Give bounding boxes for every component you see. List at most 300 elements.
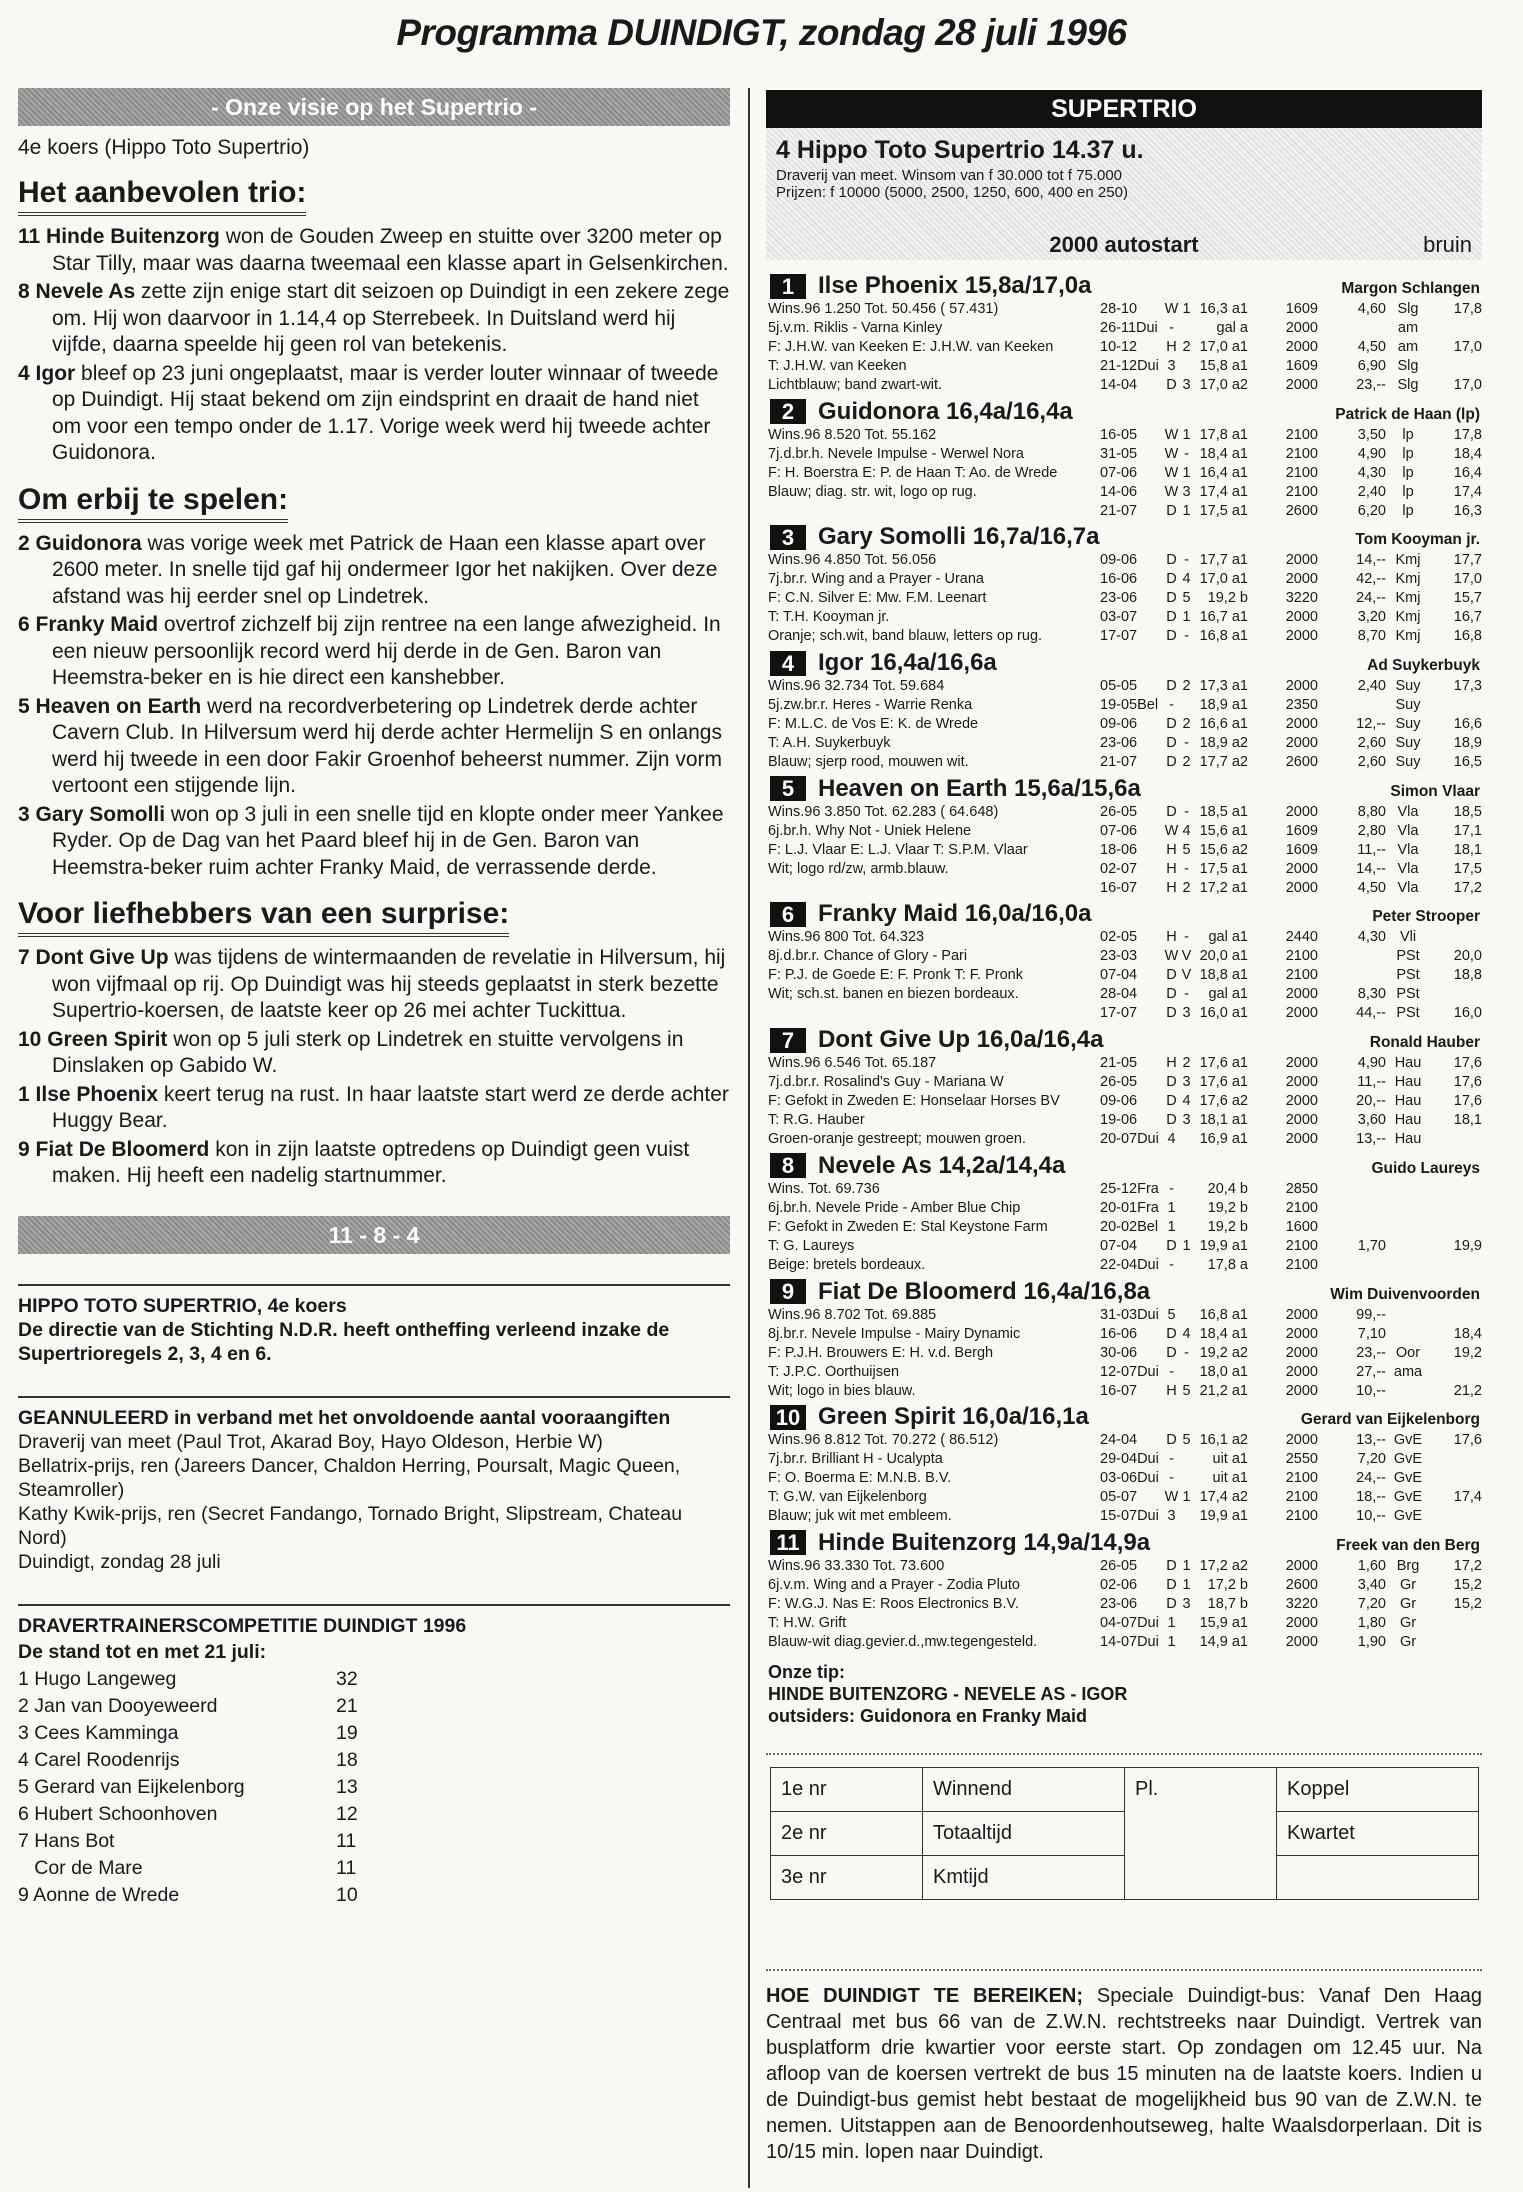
start-cell: 29-04Dui (1100, 1451, 1159, 1468)
start-cell: W (1164, 301, 1179, 317)
start-cell: H (1166, 339, 1177, 355)
race-subtitle: 4e koers (Hippo Toto Supertrio) (18, 136, 310, 159)
horse-info-line (768, 1004, 1100, 1023)
recent-starts (1100, 1557, 1482, 1652)
start-cell: 2000 (1285, 678, 1318, 695)
horse-info-line: F: Gefokt in Zweden E: Stal Keystone Farm (768, 1218, 1048, 1235)
horse-note-title: Dont Give Up (35, 946, 169, 969)
start-cell: 2000 (1285, 1363, 1318, 1380)
start-cell: 2600 (1285, 754, 1318, 771)
start-cell: 4 (1182, 822, 1191, 839)
horse-info-line: 7j.br.r. Wing and a Prayer - Urana (768, 571, 984, 588)
start-cell (1318, 1218, 1386, 1237)
start-cell: 16,9 a1 (1199, 1131, 1248, 1148)
start-cell: D (1166, 735, 1177, 752)
start-cell: 24,-- (1356, 1470, 1386, 1487)
horse-note (18, 361, 730, 467)
horse-info-line (768, 879, 1100, 898)
horse-info-line: 8j.br.r. Nevele Impulse - Mairy Dynamic (768, 1325, 1021, 1342)
start-cell: 21,2 a1 (1199, 1382, 1248, 1399)
start-cell: 19,2 (1453, 1344, 1482, 1361)
start-cell: 16-06 (1100, 1325, 1138, 1342)
start-cell: 17,0 (1453, 571, 1482, 588)
start-cell: lp (1402, 445, 1414, 462)
start-cell: D (1166, 1432, 1177, 1449)
start-cell: Gr (1399, 1633, 1417, 1650)
start-cell: 6,20 (1357, 502, 1386, 519)
start-row (1100, 841, 1482, 860)
horse-note-name (18, 1083, 158, 1106)
start-cell (1430, 1218, 1482, 1237)
horse-info-line: Blauw; juk wit met embleem. (768, 1508, 952, 1525)
start-cell: 3 (1182, 1112, 1191, 1129)
horse-info-line: Wins.96 8.702 Tot. 69.885 (768, 1306, 937, 1323)
horse-entry (766, 398, 1482, 524)
horse-note-title: Franky Maid (35, 613, 159, 636)
race-footer (776, 232, 1472, 258)
ticket-cell[interactable]: Totaaltijd (923, 1811, 1125, 1855)
start-row (1100, 1199, 1482, 1218)
standing-score: 11 (336, 1856, 357, 1879)
start-row (1100, 860, 1482, 879)
horse-note-name (18, 280, 135, 303)
horse-driver: Ad Suykerbuyk (1367, 657, 1480, 675)
start-cell (1318, 1199, 1386, 1218)
start-cell: W (1164, 1489, 1179, 1506)
horse-note-number: 9 (18, 1137, 30, 1161)
cancelled-block (18, 1396, 730, 1574)
start-cell: 17,8 (1453, 301, 1482, 317)
start-cell (1386, 1237, 1430, 1256)
recent-starts (1100, 677, 1482, 772)
horse-info (768, 1557, 1100, 1652)
start-cell: - (1169, 697, 1174, 714)
horse-note-text: kon in zijn laatste optredens op Duindigt geen vuist maken. Hij heeft een nadelig startnummer. (52, 1137, 690, 1187)
start-cell: 2000 (1285, 1344, 1318, 1361)
start-cell: 12,-- (1356, 716, 1386, 733)
ticket-row (771, 1855, 1479, 1899)
start-cell: 1 (1182, 301, 1191, 317)
start-cell: 07-04 (1100, 1237, 1138, 1254)
start-cell: 1 (1182, 464, 1191, 481)
start-row (1100, 1325, 1482, 1344)
start-cell: D (1166, 678, 1177, 695)
standing-name: 5 Gerard van Eijkelenborg (18, 1775, 245, 1798)
start-cell: Gr (1399, 1614, 1417, 1631)
start-cell: 10,-- (1356, 1382, 1386, 1399)
horse-note-title: Fiat De Bloomerd (35, 1137, 210, 1161)
start-cell (1179, 1130, 1194, 1149)
start-cell (1318, 319, 1386, 338)
analysis-section (18, 467, 730, 882)
start-cell: 18,1 (1453, 1112, 1482, 1129)
ticket-cell[interactable] (1125, 1855, 1277, 1899)
start-cell: am (1397, 320, 1419, 336)
start-row (1100, 822, 1482, 841)
start-cell: 21-07 (1100, 502, 1138, 519)
start-row (1100, 338, 1482, 357)
horse-driver: Ronald Hauber (1369, 1034, 1480, 1052)
start-cell: Gr (1399, 1576, 1417, 1593)
standing-score: 19 (336, 1721, 358, 1744)
competition-heading: DRAVERTRAINERSCOMPETITIE DUINDIGT 1996 (18, 1614, 467, 1637)
horse-note (18, 945, 730, 1025)
horse-info-line: T: H.W. Grift (768, 1614, 847, 1631)
horse-name: Green Spirit 16,0a/16,1a (818, 1403, 1089, 1431)
horse-note-name (18, 946, 169, 969)
horse-number: 6 (770, 902, 806, 927)
horse-number: 3 (770, 525, 806, 550)
start-cell: 17,2 b (1207, 1576, 1248, 1593)
start-cell: 2000 (1285, 609, 1318, 626)
horse-note-title: Heaven on Earth (35, 694, 202, 718)
horse-note-number: 7 (18, 946, 30, 969)
start-cell: 2000 (1285, 1633, 1318, 1650)
start-cell (1430, 1469, 1482, 1488)
start-cell: 2100 (1285, 1489, 1318, 1506)
start-cell: 5 (1182, 1432, 1191, 1449)
horse-note-text: won de Gouden Zweep en stuitte over 3200 meter op Star Tilly, maar was daarna tweemaal een klasse apart in Gelsenkirchen. (52, 225, 729, 275)
start-cell: 3 (1182, 1074, 1191, 1091)
start-cell (1386, 1199, 1430, 1218)
standing-row (18, 1666, 730, 1693)
start-cell: 2000 (1285, 716, 1318, 733)
start-cell: lp (1402, 483, 1414, 500)
horse-note-text: won op 5 juli sterk op Lindetrek en stuitte vervolgens in Dinslaken op Gabido W. (52, 1027, 684, 1077)
horse-note-number: 2 (18, 531, 30, 555)
ticket-cell[interactable]: 3e nr (771, 1855, 923, 1899)
start-cell: 17,6 (1453, 1432, 1482, 1449)
horse-notes (18, 224, 730, 467)
horse-note-text: bleef op 23 juni ongeplaatst, maar is verder louter winnaar of tweede op Duindigt. Hij staat bekend om zijn eindsprint en draait de hand niet om voor een tempo onder de 1.17. Vorige week werd hij tweede achter Guidonora. (52, 361, 719, 464)
start-cell: 18,4 (1453, 1325, 1482, 1342)
standing-score: 10 (336, 1883, 358, 1906)
start-cell: 2 (1182, 754, 1191, 771)
standing-score: 11 (336, 1829, 357, 1852)
ticket-cell[interactable]: Winnend (923, 1767, 1125, 1811)
start-cell: 03-07 (1100, 609, 1138, 626)
start-row (1100, 502, 1482, 521)
start-cell: 2000 (1285, 1131, 1318, 1148)
start-cell: 17,8 (1453, 426, 1482, 443)
start-cell: 4,90 (1357, 1055, 1386, 1072)
start-cell: 2600 (1285, 1576, 1318, 1593)
recent-starts (1100, 803, 1482, 898)
horse-details (768, 803, 1482, 898)
start-row (1100, 1256, 1482, 1275)
start-cell: 2000 (1285, 571, 1318, 588)
start-cell: 09-06 (1100, 716, 1138, 733)
cancelled-line: Draverij van meet (Paul Trot, Akarad Boy, Hayo Oldeson, Herbie W) (18, 1430, 603, 1453)
start-cell: 13,-- (1356, 1432, 1386, 1449)
analysis-section (18, 881, 730, 1190)
horse-note-title: Nevele As (35, 280, 136, 303)
competition-block (18, 1604, 730, 1909)
horse-info (768, 803, 1100, 898)
start-cell: 19-06 (1100, 1112, 1138, 1129)
race-box (766, 128, 1482, 260)
start-cell: 15,9 a1 (1199, 1614, 1248, 1631)
start-cell: 2 (1182, 879, 1191, 896)
horse-note-number: 1 (18, 1082, 30, 1106)
horse-info-line: Blauw-wit diag.gevier.d.,mw.tegengesteld. (768, 1633, 1038, 1650)
start-cell: 17,2 a1 (1199, 879, 1248, 896)
horse-info-line: T: G.W. van Eijkelenborg (768, 1489, 927, 1506)
start-cell: 2100 (1285, 426, 1318, 443)
analysis-section (18, 160, 730, 467)
start-cell: 17,4 (1453, 483, 1482, 500)
start-cell: W (1164, 822, 1179, 839)
standing-row (18, 1747, 730, 1774)
horse-info-line: Blauw; diag. str. wit, logo op rug. (768, 483, 977, 500)
horse-info-line: Wins.96 8.520 Tot. 55.162 (768, 426, 937, 443)
start-row (1100, 879, 1482, 898)
start-cell: D (1166, 552, 1177, 569)
start-row (1100, 803, 1482, 822)
cancelled-line: Bellatrix-prijs, ren (Jareers Dancer, Chaldon Herring, Poursalt, Magic Queen, Steamroller) (18, 1454, 681, 1501)
start-cell: 2550 (1285, 1451, 1318, 1468)
start-cell: 16,4 a1 (1199, 464, 1248, 481)
start-cell: 3 (1182, 1005, 1191, 1022)
start-cell: 2600 (1285, 502, 1318, 519)
start-cell: 17,6 a2 (1199, 1093, 1248, 1110)
horse-info-line: F: J.H.W. van Keeken E: J.H.W. van Keeken (768, 339, 1054, 355)
horse-info-line: F: M.L.C. de Vos E: K. de Wrede (768, 716, 979, 733)
start-cell: 20-02Bel (1100, 1218, 1159, 1235)
start-cell (1430, 1633, 1482, 1652)
start-cell (1430, 1199, 1482, 1218)
start-cell: 17,1 (1453, 822, 1482, 839)
start-row (1100, 696, 1482, 715)
horse-entry (766, 272, 1482, 398)
start-cell: 2,80 (1357, 822, 1386, 839)
start-cell: Suy (1395, 678, 1421, 695)
horse-info-line: Wit; sch.st. banen en biezen bordeaux. (768, 986, 1019, 1003)
start-cell: 18,9 a2 (1199, 735, 1248, 752)
horse-note-text: zette zijn enige start dit seizoen op Duindigt in een zekere zege om. Hij won daarvoor in 1.14,4 op Sterrebeek. In Duitsland werd hij vijfde, daarna speelde hij geen rol van betekenis. (52, 280, 730, 356)
horse-note-name (18, 532, 142, 555)
horse-info-line: 7j.d.br.r. Rosalind's Guy - Mariana W (768, 1074, 1004, 1091)
start-cell (1318, 696, 1386, 715)
start-cell: 15,6 a2 (1199, 841, 1248, 858)
ticket-cell[interactable]: Kmtijd (923, 1855, 1125, 1899)
horse-info-line: F: W.G.J. Nas E: Roos Electronics B.V. (768, 1595, 1019, 1612)
start-cell: 1,70 (1357, 1237, 1386, 1254)
start-row (1100, 677, 1482, 696)
start-cell: D (1166, 1005, 1177, 1022)
start-row (1100, 483, 1482, 502)
start-cell: PSt (1396, 948, 1420, 965)
start-cell: GvE (1393, 1432, 1423, 1449)
start-cell: 09-06 (1100, 1093, 1138, 1110)
start-cell (1430, 1256, 1482, 1275)
directions (766, 1969, 1482, 2165)
start-cell: 1,60 (1357, 1557, 1386, 1574)
horse-entry (766, 523, 1482, 649)
horse-info-line (768, 502, 1100, 521)
start-cell: 18,0 a1 (1199, 1363, 1248, 1380)
start-cell: W (1164, 464, 1179, 481)
start-cell: 14,-- (1356, 860, 1386, 877)
start-row (1100, 966, 1482, 985)
directions-lead: HOE DUINDIGT TE BEREIKEN; (766, 1984, 1084, 2007)
start-cell: 17,6 (1453, 1055, 1482, 1072)
start-cell: Vla (1397, 841, 1419, 858)
start-cell: V (1181, 967, 1192, 984)
start-cell: 5 (1182, 590, 1191, 607)
start-row (1100, 551, 1482, 570)
start-cell: am (1397, 339, 1419, 355)
horse-info-line: F: P.J.H. Brouwers E: H. v.d. Bergh (768, 1344, 994, 1361)
ticket-cell[interactable]: Pl. (1125, 1767, 1277, 1811)
standing-name: 7 Hans Bot (18, 1829, 115, 1852)
start-row (1100, 1092, 1482, 1111)
tip-main: HINDE BUITENZORG - NEVELE AS - IGOR (768, 1683, 1128, 1704)
horse-info-line: Beige: bretels bordeaux. (768, 1256, 926, 1273)
start-row (1100, 589, 1482, 608)
start-cell: Slg (1397, 377, 1419, 393)
start-cell: 2000 (1285, 1432, 1318, 1449)
horse-note-title: Guidonora (35, 531, 142, 555)
start-cell: 4,30 (1357, 464, 1386, 481)
start-cell: lp (1402, 502, 1414, 519)
start-cell: 22-04Dui (1100, 1256, 1159, 1273)
start-cell: 4,60 (1357, 301, 1386, 317)
horse-note-title: Green Spirit (47, 1027, 168, 1051)
start-row (1100, 1073, 1482, 1092)
start-cell: Kmj (1395, 590, 1421, 607)
start-cell: 2,40 (1357, 483, 1386, 500)
start-cell: 23-03 (1100, 948, 1138, 965)
start-cell: 14-06 (1100, 483, 1138, 500)
start-cell: Hau (1394, 1055, 1422, 1072)
start-cell: 05-05 (1100, 678, 1138, 695)
horse-number: 10 (770, 1405, 806, 1430)
cancelled-line: Duindigt, zondag 28 juli (18, 1550, 221, 1573)
horse-note-number: 11 (18, 225, 41, 248)
start-cell (1430, 985, 1482, 1004)
start-cell: GvE (1393, 1470, 1423, 1487)
start-cell: 14,9 a1 (1199, 1633, 1248, 1650)
analysis-sections (18, 160, 730, 1190)
start-cell: 17,5 a1 (1199, 502, 1248, 519)
ticket-row (771, 1767, 1479, 1811)
ticket-cell[interactable]: Kwartet (1277, 1811, 1479, 1855)
start-cell: H (1166, 1055, 1177, 1072)
horse-entry (766, 1152, 1482, 1278)
start-cell: - (1169, 1256, 1174, 1273)
start-cell: 2100 (1285, 483, 1318, 500)
standing-name: 2 Jan van Dooyeweerd (18, 1694, 218, 1717)
start-cell: 16,0 (1453, 1005, 1482, 1022)
start-row (1100, 1595, 1482, 1614)
start-cell: - (1184, 552, 1189, 569)
horse-note-name (18, 613, 158, 636)
horse-note-name (18, 362, 75, 385)
start-cell: 16,8 (1453, 628, 1482, 645)
start-cell: 2000 (1285, 879, 1318, 896)
start-cell: 2100 (1285, 1199, 1318, 1216)
start-cell: Oor (1395, 1344, 1421, 1361)
start-cell: 17,7 a2 (1199, 754, 1248, 771)
start-cell: 2100 (1285, 1508, 1318, 1525)
start-cell: H (1166, 841, 1177, 858)
horse-details (768, 1557, 1482, 1652)
start-cell: 17,0 a2 (1199, 377, 1248, 393)
horse-note-number: 5 (18, 694, 30, 718)
ticket-cell[interactable]: Koppel (1277, 1767, 1479, 1811)
start-cell: 1 (1182, 609, 1191, 626)
horse-info-line: 7j.br.r. Brilliant H - Ucalypta (768, 1451, 943, 1468)
horse-number: 7 (770, 1028, 806, 1053)
bet-ticket (766, 1753, 1482, 1943)
start-row (1100, 1507, 1482, 1526)
start-row (1100, 1614, 1482, 1633)
standing-name: 6 Hubert Schoonhoven (18, 1802, 218, 1825)
start-cell: 17,8 a1 (1199, 426, 1248, 443)
horse-note-title: Ilse Phoenix (35, 1082, 159, 1106)
start-cell: 15,6 a1 (1199, 822, 1248, 839)
start-cell: 07-06 (1100, 464, 1138, 481)
start-row (1100, 627, 1482, 646)
start-cell: 18,8 (1453, 967, 1482, 984)
start-cell: 20,0 (1453, 948, 1482, 965)
spacer (776, 232, 896, 258)
horse-info-line: Blauw; sjerp rood, mouwen wit. (768, 754, 969, 771)
horse-info-line: T: T.H. Kooyman jr. (768, 609, 890, 626)
horse-driver: Wim Duivenvoorden (1330, 1285, 1480, 1303)
horse-notes (18, 945, 730, 1190)
horse-info (768, 300, 1100, 395)
start-cell: ama (1393, 1363, 1423, 1380)
start-cell (1386, 1218, 1430, 1237)
start-row (1100, 1111, 1482, 1130)
start-cell: 2 (1182, 716, 1191, 733)
ticket-cell[interactable] (1277, 1855, 1479, 1899)
start-cell: - (1184, 445, 1189, 462)
horse-note (18, 531, 730, 611)
start-cell: PSt (1396, 967, 1420, 984)
start-cell: uit a1 (1212, 1451, 1248, 1468)
horse-info (768, 1180, 1100, 1275)
ticket-cell[interactable]: 2e nr (771, 1811, 923, 1855)
horse-note-title: Hinde Buitenzorg (46, 225, 220, 248)
start-cell: 19,2 b (1207, 590, 1248, 607)
start-cell (1179, 1180, 1194, 1199)
start-cell: Slg (1397, 358, 1419, 374)
start-cell: 07-06 (1100, 822, 1138, 839)
standing-row (18, 1828, 730, 1855)
start-cell: 16,3 (1453, 502, 1482, 519)
start-cell (1430, 1614, 1482, 1633)
start-cell: 2100 (1285, 948, 1318, 965)
start-cell (1179, 1450, 1194, 1469)
race-info: Draverij van meet. Winsom van f 30.000 tot f 75.000 (776, 167, 1123, 184)
horse-info-line: F: C.N. Silver E: Mw. F.M. Leenart (768, 590, 987, 607)
ticket-cell[interactable]: 1e nr (771, 1767, 923, 1811)
start-cell: 14-07Dui (1100, 1633, 1159, 1650)
start-cell: Hau (1394, 1131, 1422, 1148)
start-cell: 6,90 (1357, 358, 1386, 374)
start-cell: D (1166, 1344, 1177, 1361)
start-cell: 3,20 (1357, 609, 1386, 626)
horse-info-line: Wins.96 33.330 Tot. 73.600 (768, 1557, 945, 1574)
start-cell: - (1169, 1363, 1174, 1380)
horse-info-line: Lichtblauw; band zwart-wit. (768, 377, 943, 393)
start-cell: D (1166, 716, 1177, 733)
ticket-cell[interactable] (1125, 1811, 1277, 1855)
start-cell (1179, 357, 1194, 376)
